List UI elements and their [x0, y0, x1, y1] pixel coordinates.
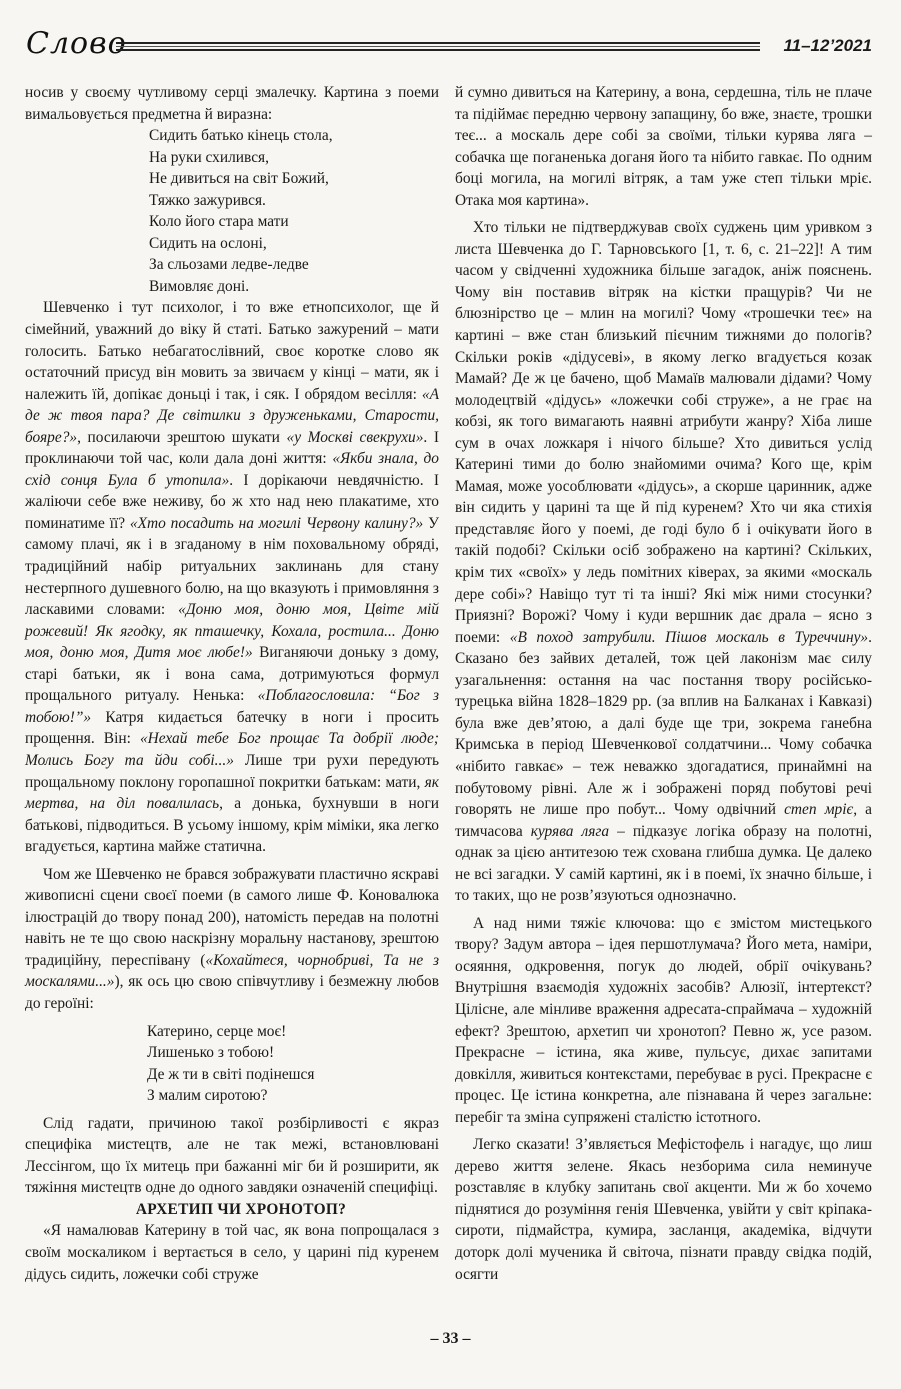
text-run: Шевченко і тут психолог, і то вже етнопсихолог, ще й сімейний, уважний до віку й статі. Батько зажурений – мати голосить. Батько небагатослівний, своє коротке слово як остаточний присуд він мовить за звичаєм у кінці – мати, як і належить їй, допікає доньці і так, і сяк. І обрядом весілля:	[25, 299, 439, 403]
text-run: , а тимчасова	[455, 801, 873, 840]
poem-line: Де ж ти в світі подінешся	[147, 1065, 315, 1083]
quote: «Доню моя, доню моя, Цвіте мій рожевий! Як ягодку, як пташечку, Кохала, ростила... Доню моя, доню моя, Дитя моє любе!»	[25, 601, 439, 662]
text-run: , посилаючи зрештою шукати	[77, 428, 287, 446]
text-run: . Сказано без зайвих деталей, тож цей лаконізм має силу узагальнення: остання на час постання твору російсько-турецька війна 1828–1829 рр. (за вплив на Балканах і Кавказі) була вже дев’ятою, а далі буде ще три, зокрема ганебна Кримська в період Шевченкової солдатчини... Чому собачка «нібито гавкає» – теж неважко здогадатися, принаймні на побутовому рівні. Але ж і зображені поряд побутові речі говорять не лише про побут... Чому одвічний	[455, 628, 872, 819]
paragraph: А над ними тяжіє ключова: що є змістом мистецького твору? Задум автора – ідея першотлумача? Його мета, наміри, осяяння, одкровення, погук до людей, обрії очікувань? Внутрішня взаємодія художніх засобів? Алюзії, інтертекст? Цілісне, але мінливе враження адресата-спраймача – художній ефект? Зрештою, архетип чи хронотоп? Певно ж, усе разом. Прекрасне – істина, яка живе, пульсує, дихає запитами довкілля, живиться контекстами, перебуває в русі. Прекрасне є процес. Це істина конкретна, але пізнавана й через загальне: перебіг та зміна супряжені сталістю істотного.	[455, 914, 872, 1126]
quote: «А де ж твоя пара? Де світилки з друженьками, Старости, бояре?»	[25, 385, 439, 446]
poem-stanza-2	[147, 1021, 439, 1107]
quote: курява ляга	[530, 822, 610, 840]
header-rule	[116, 42, 760, 51]
text-run: – підказує логіка образу на полотні, однак за цією антитезою теж схована глибша думка. Це далеко не всі загадки. У самій картині, як і в поемі, їх значно більше, і то таких, що не розв’язуються однозначно.	[455, 822, 872, 905]
paragraph: Легко сказати! З’являється Мефістофель і нагадує, що лиш дерево життя зелене. Якась незборима сила неминуче розставляє в клубку запитань свої акценти. Ми ж бо хочемо піднятися до розуміння генія Шевченка, увійти у світ кріпака-сироти, підмайстра, кумира, засланця, академіка, відчути доторк долі мученика й світоча, пізнати правду свідка подій, осягти	[455, 1136, 872, 1283]
paragraph: «Я намалював Катерину в той час, як вона попрощалася з своїм москаликом і вертається в село, у царині під куренем дідусь сидить, ложечки собі струже	[25, 1222, 439, 1283]
issue-number: 11–12’2021	[783, 36, 872, 55]
magazine-logo: Слово	[26, 26, 127, 61]
poem-line: На руки схилився,	[149, 148, 269, 166]
text-run: Чом же Шевченко не брався зображувати пластично яскраві живописні сцени своєї поеми (в самого лише Ф. Коновалюка ілюстрацій до твору понад 200), натомість передав на полотні навіть не те що свою наскрізну моральну настанову, зрештою традиційну, переспівану (	[25, 865, 439, 969]
text-run: Лише три рухи передують прощальному поклону горопашної покритки батькам: мати,	[25, 751, 440, 791]
paragraph	[455, 217, 872, 907]
section-title: АРХЕТИП ЧИ ХРОНОТОП?	[135, 1200, 347, 1218]
left-column	[25, 82, 439, 1332]
quote: «Хто посадить на могилі Червону калину?»	[129, 514, 424, 532]
poem-line: За сльозами ледве-ледве	[149, 256, 309, 274]
poem-line: Коло його стара мати	[149, 213, 289, 231]
right-column	[455, 82, 872, 1332]
page-number: – 33 –	[430, 1330, 471, 1347]
poem-line: Лишенько з тобою!	[147, 1044, 275, 1062]
text-run: . І дорікаючи невдячністю. І жаліючи себе вже неживу, бо ж хто над нею плакатиме, хто поминатиме її?	[25, 471, 439, 532]
quote: «Нехай тебе Бог прощає Та добрії люде; Молись Богу та йди собі...»	[25, 730, 439, 769]
paragraph	[25, 297, 439, 857]
text-run: Хто тільки не підтверджував своїх суджень цим уривком з листа Шевченка до Г. Тарновського [1, т. 6, с. 21–22]! А тим часом у свідченні художника більше загадок, аніж пояснень. Чому він поставив вітряк на кістки пращурів? Чи не блюзнірство це – млин на могилі? Чому «трошечки теє» на картині – вже стан близький пієчним тижнями до пологів? Скільки років «дідусеві», в якому легко вгадується козак Мамай? Де ж це бачено, щоб Мамаїв малювали дідами? Чому молодецтвій «дідусь» «ложечки собі струже», а не грає на кобзі, як того вимагають наявні атрибути жанру? Хіба лише сум в очах ложкаря і нічого більше? Хто дивиться услід Катерині тими до болю знайомими очима? Кого ще, крім Мамая, може уособлювати «дідусь», а скорше царинник, адже він сидить у царині та ще й під куренем? Хто чи яка стихія представляє його у поемі, де годі було б і очікувати його в такій подобі? Скільки осіб зображено на картині? Скільких, крім тих «своїх» у ледь помітних ківерах, за якими «москаль дере собі»? Навіщо тут ті та інші? Які між ними стосунки? Приязні? Ворожі? Чому і куди вершник дає драла – ясно з поеми:	[455, 219, 872, 646]
page-header	[26, 22, 872, 68]
text-run: , а донька, бухнувши в ноги батькові, підводиться. В усьому іншому, крім міміки, яка легко вгадується, картина майже статична.	[25, 795, 439, 856]
text-run: ), як ось цю свою співчутливу і безмежну любов до героїні:	[25, 973, 439, 1012]
quote: «Якби знала, до схід сонця Була б утопила»	[25, 450, 439, 489]
text-run: Катря кидається батечку в ноги і просить прощення. Він:	[25, 708, 439, 748]
poem-line: Не дивиться на світ Божий,	[149, 170, 329, 188]
poem-line: З малим сиротою?	[147, 1087, 268, 1105]
text-run: . І проклинаючи той час, коли дала доні життя:	[25, 428, 439, 468]
poem-line: Сидить батько кінець стола,	[149, 127, 333, 145]
poem-line: Вимовляє доні.	[149, 277, 250, 295]
paragraph: Слід гадати, причиною такої розбірливості є якраз специфіка мистецтв, але не так межі, встановлювані Лессінгом, що їх митець при бажанні міг би й розширити, як тяжіння мистецтв одне до одного завдяки означеній специфіці.	[25, 1114, 439, 1197]
text-run: Виганяючи доньку з дому, старі батьки, як і вона сама, дотримуються формул прощального ритуалу. Ненька:	[25, 644, 439, 705]
paragraph: носив у своєму чутливому серці змалечку. Картина з поеми вимальовується предметна й виразна:	[25, 84, 439, 123]
paragraph	[25, 864, 439, 1015]
quote: степ мріє	[784, 801, 854, 819]
quote: «Кохайтеся, чорнобриві, Та не з москалями...»	[25, 951, 439, 991]
text-run: У самому плачі, як і в згаданому в нім поховальному обряді, традиційний набір ритуальних заклинань для стану нестерпного душевного болю, на що вказують і примовляння з ласкавими словами:	[25, 514, 439, 619]
quote: «у Москві свекрухи»	[286, 428, 424, 446]
poem-line: Тяжко зажурився.	[149, 191, 266, 209]
quote: як мертва, на діл повалилась	[25, 773, 439, 813]
poem-line: Сидить на ослоні,	[149, 234, 267, 252]
poem-line: Катерино, серце моє!	[147, 1022, 287, 1040]
paragraph: й сумно дивиться на Катерину, а вона, сердешна, тіль не плаче та підіймає передню червону запащину, бо вже, знаєте, трошки теє... а москаль дере собі за своїми, тільки курява ляга – собачка ще поганенька доганя його та нібито гавкає. По одним боці могила, на могилі вітряк, а там уже степ тільки мріє. Отака моя картина».	[455, 84, 872, 209]
quote: «В поход затрубили. Пішов москаль в Туреччину»	[509, 628, 869, 646]
quote: «Поблагословила: “Бог з тобою!”»	[25, 687, 440, 726]
poem-stanza-1	[149, 125, 439, 297]
